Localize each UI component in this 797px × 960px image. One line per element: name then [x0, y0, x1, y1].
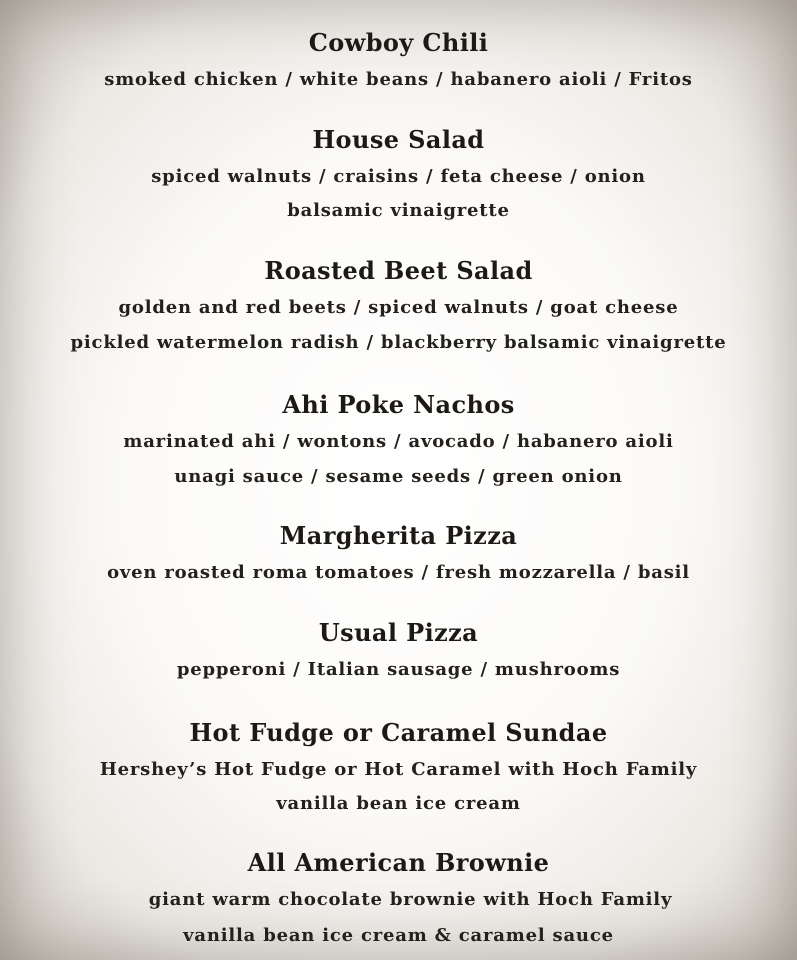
menu-item-title-usual-pizza: Usual Pizza — [318, 618, 479, 647]
menu-item-description-hot-fudge-or-caramel-sundae-line-1: Hershey’s Hot Fudge or Hot Caramel with Hoch Family — [99, 759, 698, 780]
menu-item-description-house-salad-line-2: balsamic vinaigrette — [287, 200, 510, 221]
menu-item-description-cowboy-chili-line-1: smoked chicken / white beans / habanero aioli / Fritos — [104, 69, 693, 90]
menu-item-description-all-american-brownie-line-2: vanilla bean ice cream & caramel sauce — [183, 925, 614, 946]
menu-item-title-house-salad: House Salad — [312, 125, 485, 154]
menu-item-description-house-salad-line-1: spiced walnuts / craisins / feta cheese / onion — [151, 166, 646, 187]
menu-item-description-roasted-beet-salad-line-1: golden and red beets / spiced walnuts / goat cheese — [118, 297, 679, 318]
menu-item-description-margherita-pizza-line-1: oven roasted roma tomatoes / fresh mozzarella / basil — [107, 562, 690, 583]
menu-item-description-all-american-brownie-line-1: giant warm chocolate brownie with Hoch Family — [148, 889, 673, 910]
menu-item-description-ahi-poke-nachos-line-1: marinated ahi / wontons / avocado / habanero aioli — [123, 431, 674, 452]
menu-item-title-all-american-brownie: All American Brownie — [247, 848, 550, 877]
menu-item-title-ahi-poke-nachos: Ahi Poke Nachos — [282, 390, 515, 419]
menu-item-description-hot-fudge-or-caramel-sundae-line-2: vanilla bean ice cream — [276, 793, 521, 814]
menu-item-description-roasted-beet-salad-line-2: pickled watermelon radish / blackberry balsamic vinaigrette — [70, 332, 727, 353]
menu-item-description-usual-pizza-line-1: pepperoni / Italian sausage / mushrooms — [176, 659, 621, 680]
menu-item-title-margherita-pizza: Margherita Pizza — [279, 521, 518, 550]
menu-item-description-ahi-poke-nachos-line-2: unagi sauce / sesame seeds / green onion — [174, 466, 623, 487]
menu-item-title-roasted-beet-salad: Roasted Beet Salad — [264, 256, 533, 285]
menu-item-title-cowboy-chili: Cowboy Chili — [308, 28, 489, 57]
menu-item-title-hot-fudge-or-caramel-sundae: Hot Fudge or Caramel Sundae — [189, 718, 608, 747]
